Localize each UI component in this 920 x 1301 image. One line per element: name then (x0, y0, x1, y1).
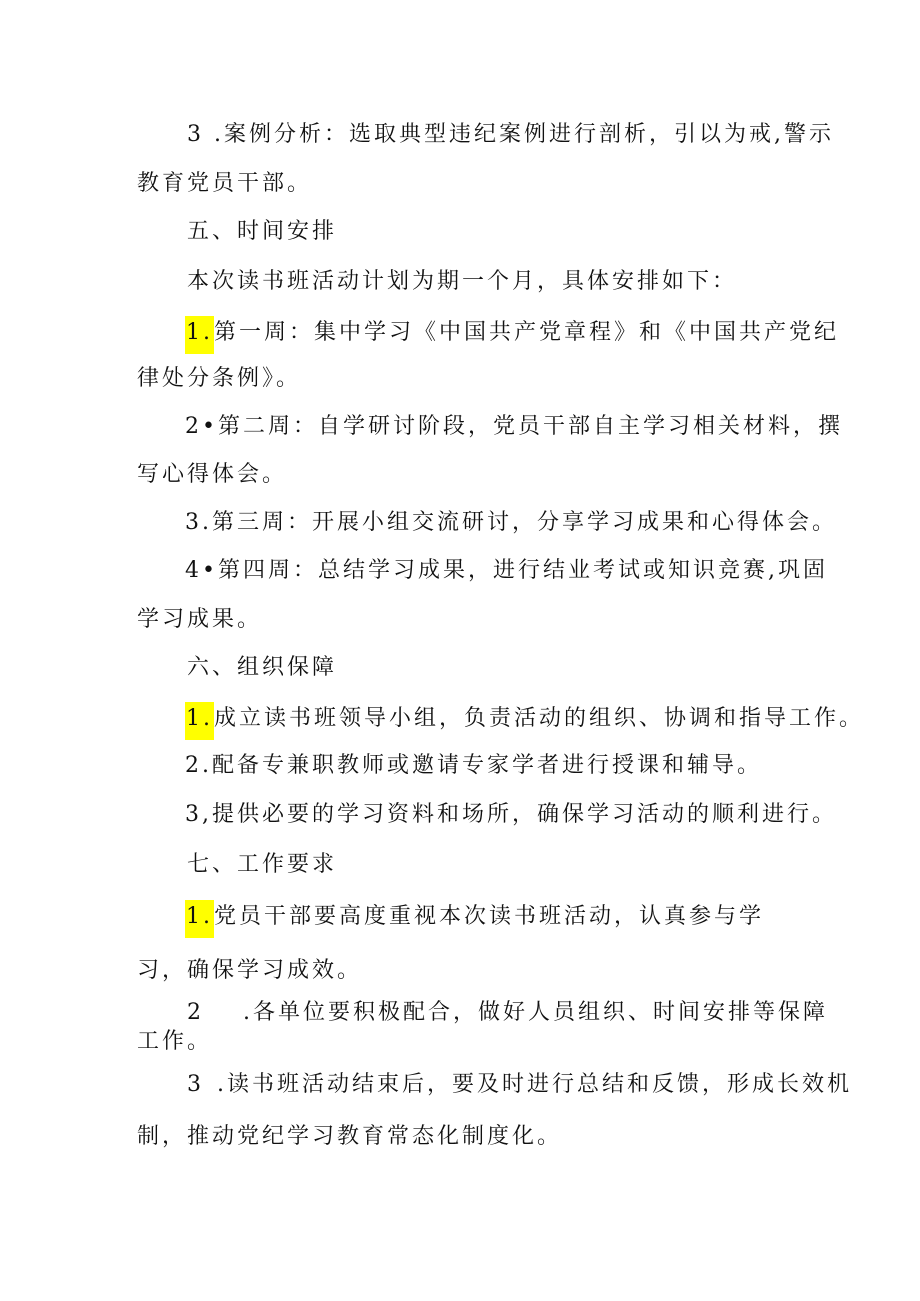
paragraph-case-analysis-line1: 3 .案例分析：选取典型违纪案例进行剖析，引以为戒,警示 (187, 122, 834, 147)
org-item-3 (185, 800, 837, 830)
schedule-item-2-line2: 写心得体会。 (137, 462, 288, 487)
schedule-item-4-text: 第四周：总结学习成果，进行结业考试或知识竞赛,巩固 (217, 558, 828, 583)
req-item-2-text: .各单位要积极配合，做好人员组织、时间安排等保障 (243, 1000, 828, 1025)
highlight-marker: 1. (185, 900, 214, 938)
schedule-item-1-line2: 律处分条例》。 (137, 366, 302, 391)
req-item-3-text: .读书班活动结束后，要及时进行总结和反馈，形成长效机 (217, 1072, 852, 1097)
org-item-1-text: 成立读书班领导小组，负责活动的组织、协调和指导工作。 (214, 706, 865, 731)
schedule-item-1-line1 (185, 316, 839, 354)
schedule-item-4-line1 (185, 556, 828, 586)
req-item-1-line2: 习，确保学习成效。 (137, 958, 363, 983)
section-heading-requirements: 七、工作要求 (187, 852, 338, 877)
schedule-item-3-text: 第三周：开展小组交流研讨，分享学习成果和心得体会。 (212, 510, 838, 535)
req-item-1-line1 (185, 900, 764, 938)
section-heading-time: 五、时间安排 (187, 219, 338, 244)
org-item-3-text: 提供必要的学习资料和场所，确保学习活动的顺利进行。 (212, 802, 838, 827)
schedule-item-4-num: 4• (185, 558, 218, 583)
req-item-3-line2: 制，推动党纪学习教育常态化制度化。 (137, 1124, 563, 1149)
section-intro-time: 本次读书班活动计划为期一个月，具体安排如下： (187, 269, 738, 294)
schedule-item-3 (185, 508, 837, 538)
org-item-2-text: 配备专兼职教师或邀请专家学者进行授课和辅导。 (212, 753, 763, 778)
schedule-item-3-num: 3. (185, 510, 212, 535)
org-item-2 (185, 751, 762, 781)
schedule-item-1-text: 第一周：集中学习《中国共产党章程》和《中国共产党纪 (214, 320, 840, 345)
org-item-3-num: 3, (185, 802, 212, 827)
section-heading-organization: 六、组织保障 (187, 655, 338, 680)
org-item-2-num: 2. (185, 753, 212, 778)
schedule-item-2-num: 2• (185, 414, 218, 439)
req-item-3-num: 3 (187, 1072, 204, 1097)
highlight-marker: 1. (185, 316, 214, 354)
req-item-2-num: 2 (187, 1000, 204, 1025)
req-item-2-line2: 工作。 (137, 1029, 213, 1054)
org-item-1 (185, 702, 864, 740)
req-item-1-text: 党员干部要高度重视本次读书班活动，认真参与学 (214, 904, 765, 929)
paragraph-case-analysis-line2: 教育党员干部。 (137, 171, 313, 196)
schedule-item-4-line2: 学习成果。 (137, 607, 263, 632)
req-item-3-line1 (187, 1070, 852, 1100)
schedule-item-2-line1 (185, 412, 843, 442)
req-item-2-line1 (187, 998, 828, 1028)
highlight-marker: 1. (185, 702, 214, 740)
schedule-item-2-text: 第二周：自学研讨阶段，党员干部自主学习相关材料，撰 (217, 414, 843, 439)
